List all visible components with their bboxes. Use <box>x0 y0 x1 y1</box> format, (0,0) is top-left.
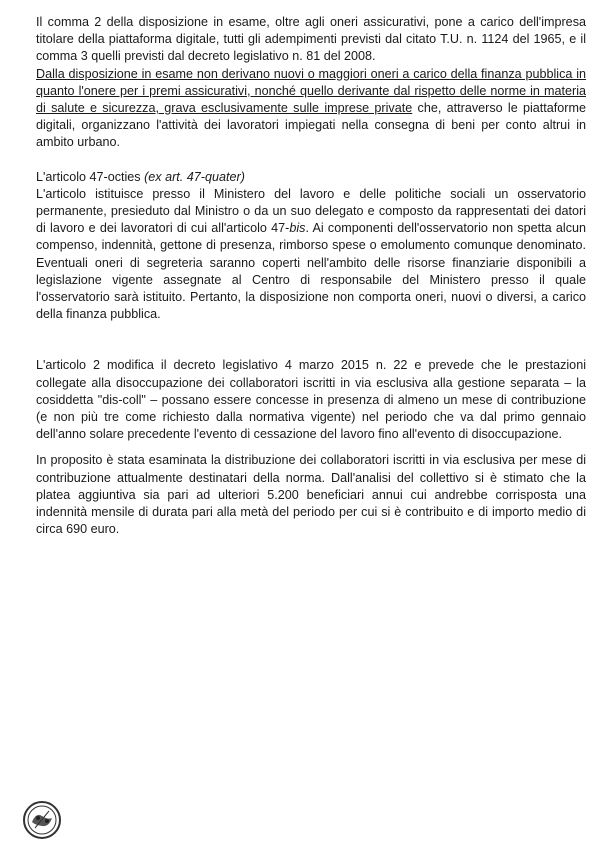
heading-italic-text: (ex art. 47-quater) <box>144 169 245 184</box>
circular-seal-stamp-icon <box>22 800 62 840</box>
paragraph-estimate: In proposito è stata esaminata la distribuzione dei collaboratori iscritti in via esclusiva per mese di contribuzione attualmente destinatari della norma. Dall'analisi del collettivo si è stimato che la platea aggiuntiva sia pari ad ulteriori 5.200 beneficiari annui cui andrebbe corrisposta una indennità mensile di durata pari alla metà del periodo per cui si è contribuito e di importo medio di circa 690 euro. <box>36 453 586 537</box>
observatory-text-b: . Ai componenti dell'osservatorio non spetta alcun compenso, indennità, gettone di presenza, rimborso spese o emolumento comunque denominato. Eventuali oneri di segreteria saranno coperti nell'ambito delle risorse finanziarie disponibili a legislazione vigente assegnate al Centro di responsabile del Ministero presso il quale l'osservatorio sarà istituito. Pertanto, la disposizione non comporta oneri, nuovi o diversi, a carico della finanza pubblica. <box>36 221 587 322</box>
document-body <box>36 14 586 538</box>
observatory-bis: bis <box>289 221 306 236</box>
paragraph-comma-2: Il comma 2 della disposizione in esame, oltre agli oneri assicurativi, pone a carico dell'impresa titolare della piattaforma digitale, tutti gli adempimenti previsti dal citato T.U. n. 1124 del 1965, e il comma 3 quelli previsti dal decreto legislativo n. 81 del 2008. <box>36 15 586 64</box>
paragraph-observatory <box>36 186 586 324</box>
observatory-text-a: L'articolo istituisce presso il Ministero del lavoro e delle politiche sociali un osservatorio permanente, presieduto dal Ministro o da un suo delegato e composto da rappresentati dei datori di lavoro e dei lavoratori di cui all'articolo 47- <box>36 186 586 236</box>
statement-continuation: che, attraverso le piattaforme digitali, organizzano l'attività dei lavoratori impiegati nella consegna di beni per conto altrui in ambito urbano. <box>36 101 586 150</box>
section-heading-47-octies <box>36 169 586 186</box>
paragraph-financial-neutrality <box>36 66 586 152</box>
underlined-statement: Dalla disposizione in esame non derivano nuovi o maggiori oneri a carico della finanza pubblica in quanto l'onere per i premi assicurativi, nonché quello derivante dal rispetto delle norme in materia di salute e sicurezza, grava esclusivamente sulle imprese private <box>36 66 586 116</box>
paragraph-article-2: L'articolo 2 modifica il decreto legislativo 4 marzo 2015 n. 22 e prevede che le prestazioni collegate alla disoccupazione dei collaboratori iscritti in via esclusiva alla gestione separata – la cosiddetta "dis-coll" – possano essere concesse in presenza di almeno un mese di contribuzione (e non più tre come richiesto dalla normativa vigente) nel periodo che va dal primo gennaio dell'anno solare precedente l'evento di cessazione del lavoro fino all'evento di disoccupazione. <box>36 358 586 442</box>
heading-text: L'articolo 47-octies <box>36 169 145 184</box>
